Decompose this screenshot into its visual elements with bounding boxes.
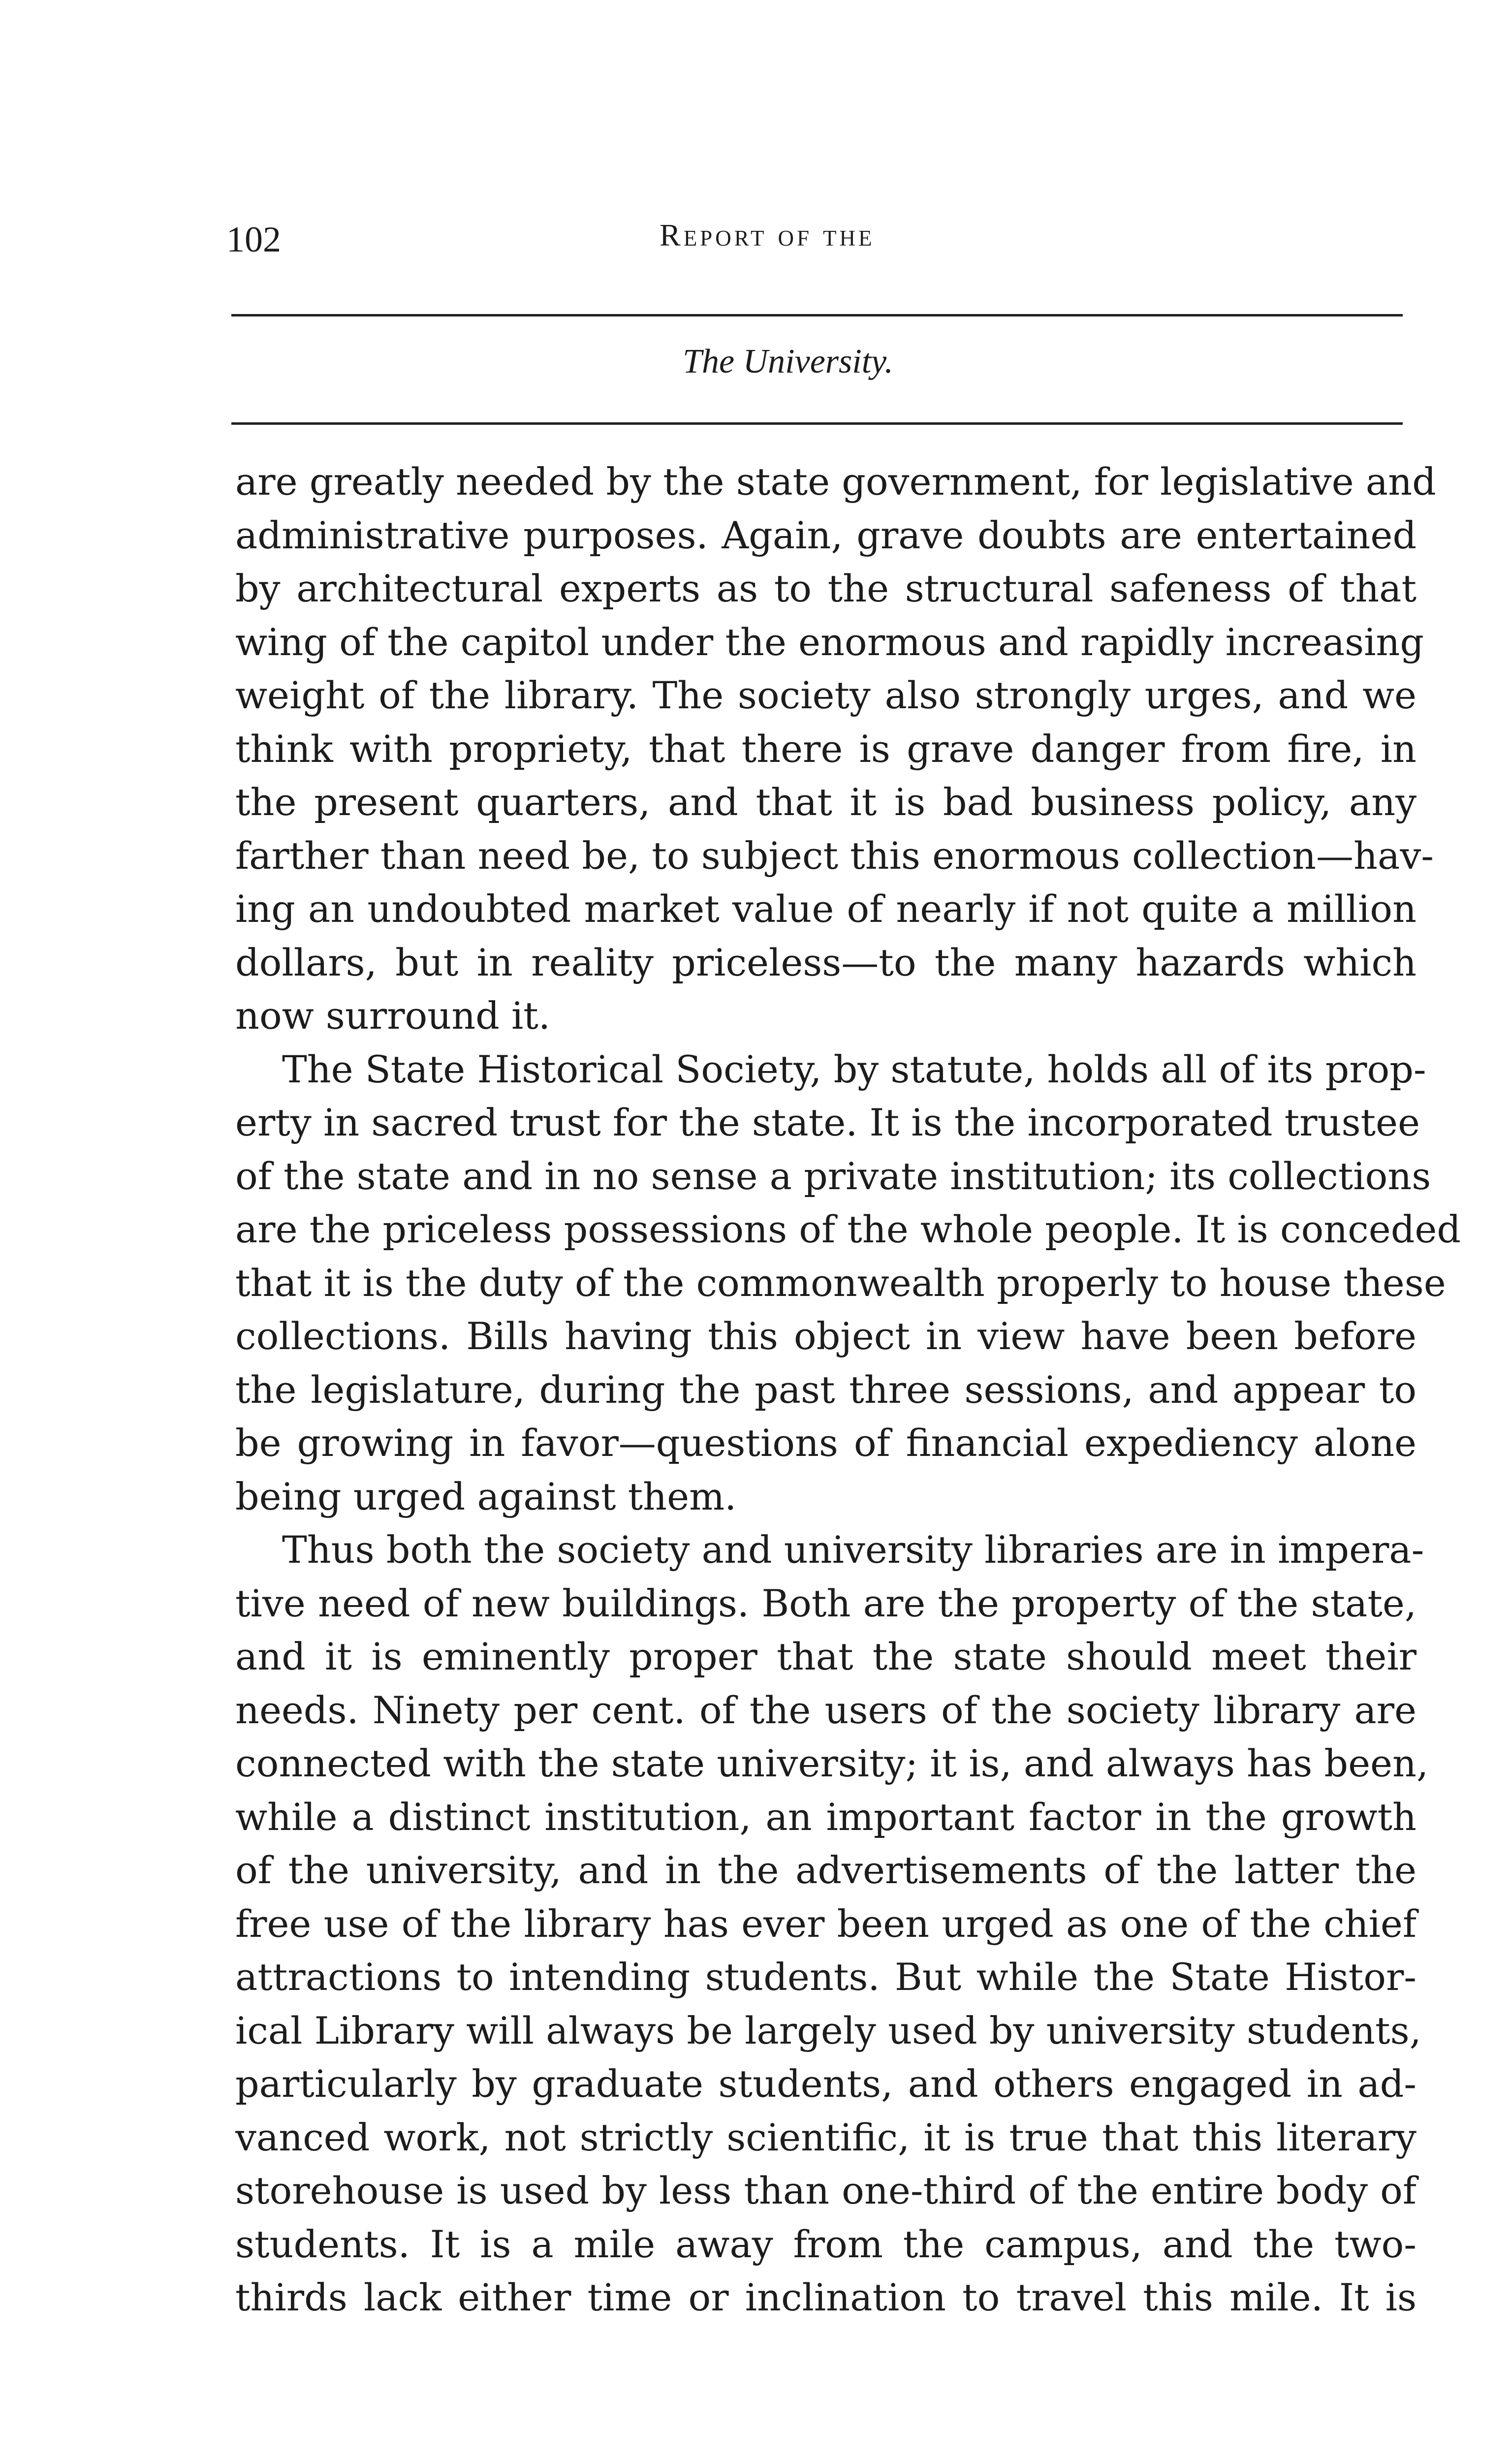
text-line: particularly by graduate students, and others engaged in ad- xyxy=(235,2062,1417,2106)
paragraph-2 xyxy=(235,1043,1466,1524)
text-line: and it is eminently proper that the state should meet their xyxy=(235,1635,1417,1678)
paragraph-3 xyxy=(235,1523,1466,2325)
text-line: ical Library will always be largely used by university students, xyxy=(235,2008,1421,2052)
text-line: that it is the duty of the commonwealth properly to house these xyxy=(235,1261,1446,1305)
text-line: ing an undoubted market value of nearly if not quite a million xyxy=(235,887,1417,931)
text-line: storehouse is used by less than one-third of the entire body of xyxy=(235,2169,1417,2212)
text-line: thirds lack either time or inclination to travel this mile. It is xyxy=(235,2275,1417,2319)
paragraph-1 xyxy=(235,455,1466,1043)
text-line: farther than need be, to subject this enormous collection—hav- xyxy=(235,833,1434,878)
text-line: are greatly needed by the state government, for legislative and xyxy=(235,460,1436,504)
text-line: connected with the state university; it is, and always has been, xyxy=(235,1741,1429,1785)
text-line: Thus both the society and university libraries are in impera- xyxy=(282,1528,1424,1572)
text-line: The State Historical Society, by statute, holds all of its prop- xyxy=(282,1047,1426,1091)
text-line: weight of the library. The society also strongly urges, and we xyxy=(235,673,1417,717)
text-line: free use of the library has ever been urged as one of the chief xyxy=(235,1901,1417,1946)
text-line: the present quarters, and that it is bad business policy, any xyxy=(235,780,1417,824)
text-line: are the priceless possessions of the whole people. It is conceded xyxy=(235,1207,1461,1251)
text-line: of the university, and in the advertisements of the latter the xyxy=(235,1848,1417,1892)
page-number: 102 xyxy=(226,220,281,260)
text-line: now surround it. xyxy=(235,994,550,1038)
text-line: collections. Bills having this object in view have been before xyxy=(235,1314,1417,1358)
text-line: administrative purposes. Again, grave doubts are entertained xyxy=(235,513,1417,557)
text-line: while a distinct institution, an important factor in the growth xyxy=(235,1795,1417,1839)
text-line: the legislature, during the past three sessions, and appear to xyxy=(235,1367,1417,1412)
section-title: The University. xyxy=(683,343,893,380)
text-line: wing of the capitol under the enormous and rapidly increasing xyxy=(235,620,1424,664)
text-line: be growing in favor—questions of financial expediency alone xyxy=(235,1421,1417,1465)
text-line: of the state and in no sense a private institution; its collections xyxy=(235,1154,1431,1198)
text-line: tive need of new buildings. Both are the property of the state, xyxy=(235,1581,1417,1625)
text-line: dollars, but in reality priceless—to the many hazards which xyxy=(235,940,1417,984)
text-line: erty in sacred trust for the state. It is the incorporated trustee xyxy=(235,1101,1420,1144)
header-rule-top xyxy=(231,314,1403,316)
text-line: needs. Ninety per cent. of the users of the society library are xyxy=(235,1688,1417,1732)
text-line: being urged against them. xyxy=(235,1474,737,1518)
header-rule-bottom xyxy=(231,422,1403,425)
text-line: by architectural experts as to the structural safeness of that xyxy=(235,567,1417,610)
text-line: think with propriety, that there is grave danger from fire, in xyxy=(235,726,1417,771)
text-line: attractions to intending students. But while the State Histor- xyxy=(235,1955,1417,1999)
text-line: students. It is a mile away from the campus, and the two- xyxy=(235,2222,1417,2266)
text-line: vanced work, not strictly scientific, it is true that this literary xyxy=(235,2115,1417,2159)
running-head: Report of the xyxy=(660,218,875,252)
body-text xyxy=(235,455,1466,2325)
